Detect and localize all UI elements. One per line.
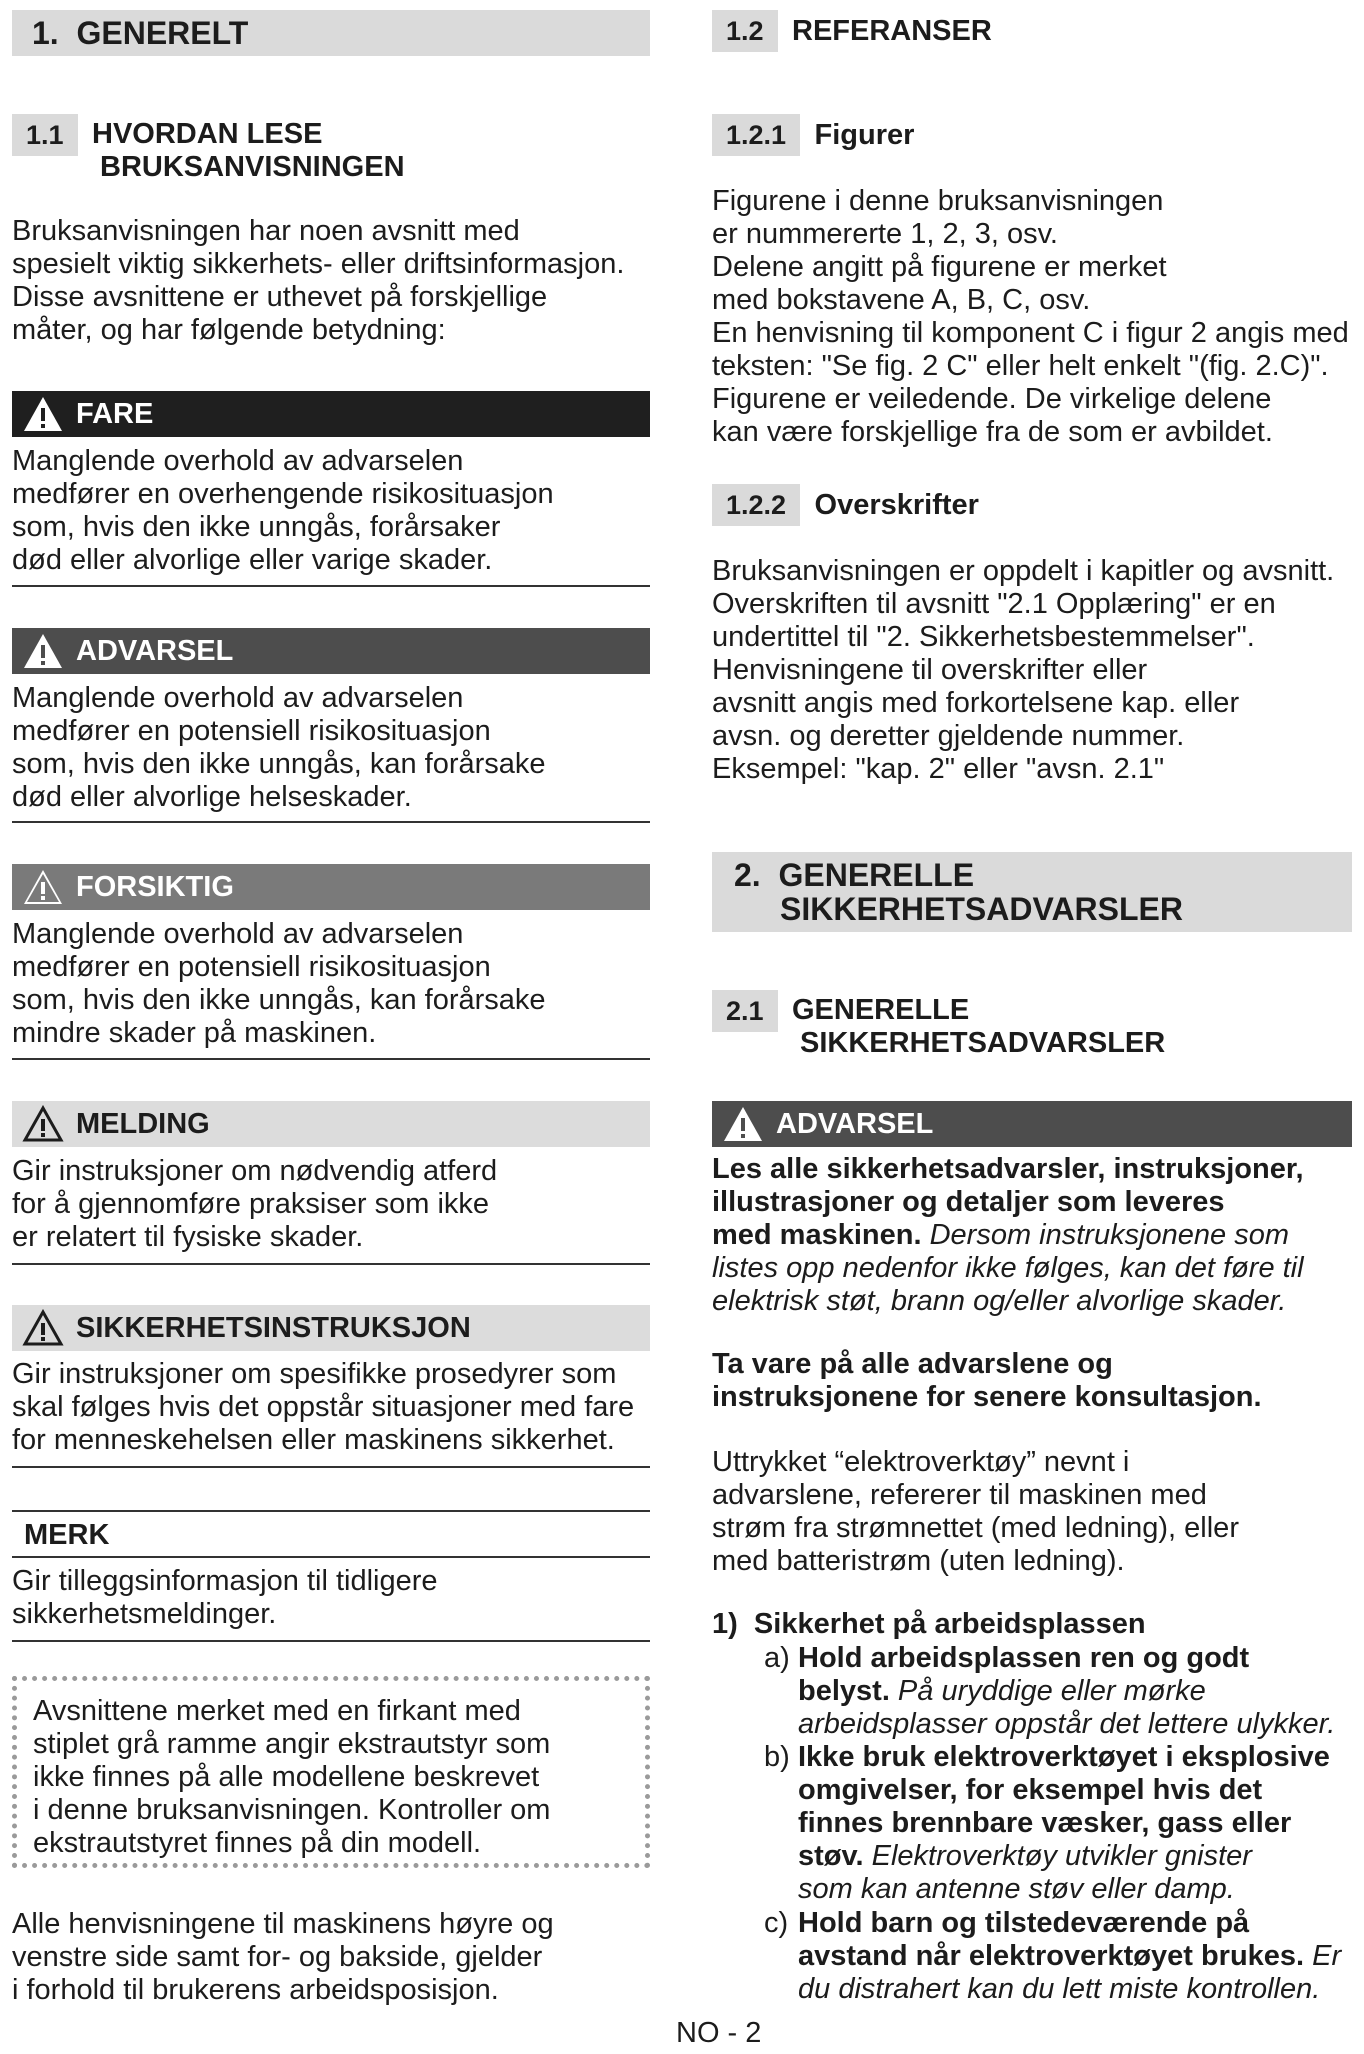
section-title: Figurer [814, 119, 915, 151]
advarsel-paragraph [712, 1153, 1304, 1318]
text-line: i denne bruksanvisningen. Kontroller om [33, 1794, 551, 1826]
advarsel-label: ADVARSEL [76, 635, 234, 667]
warning-triangle-icon [22, 632, 64, 670]
list-item-a [764, 1642, 1352, 1741]
text-line: er relatert til fysiske skader. [12, 1221, 364, 1253]
text-line: kan være forskjellige fra de som er avbildet. [712, 416, 1273, 448]
section-number: 2.1 [712, 990, 778, 1032]
subsection-1-heading [712, 1608, 1146, 1641]
text-line: medfører en potensiell risikosituasjon [12, 951, 491, 983]
fare-text [12, 445, 554, 577]
text-line: stiplet grå ramme angir ekstrautstyr som [33, 1728, 551, 1760]
warning-triangle-icon [22, 868, 64, 906]
merk-text [12, 1565, 438, 1631]
section-1-2-1-heading [712, 114, 914, 156]
text-line: som, hvis den ikke unngås, kan forårsake [12, 984, 546, 1016]
text-line: Manglende overhold av advarselen [12, 445, 464, 477]
text-line: Henvisningene til overskrifter eller [712, 654, 1148, 686]
text-span: belyst. [798, 1675, 890, 1707]
section-title [792, 994, 1165, 1060]
text-line: Hold barn og tilstedeværende på [798, 1907, 1250, 1939]
text-line: som, hvis den ikke unngås, forårsaker [12, 511, 501, 543]
page-number: NO - 2 [676, 2017, 762, 2049]
text-line: Delene angitt på figurene er merket [712, 251, 1167, 283]
forsiktig-text [12, 918, 546, 1050]
melding-bar [12, 1101, 650, 1147]
text-line: Ikke bruk elektroverktøyet i eksplosive [798, 1741, 1330, 1773]
text-line: instruksjonene for senere konsultasjon. [712, 1381, 1262, 1413]
text-line: Gir instruksjoner om spesifikke prosedyrer som [12, 1358, 617, 1390]
text-line: listes opp nedenfor ikke følges, kan det føre til [712, 1252, 1304, 1284]
text-line: ekstrautstyret finnes på din modell. [33, 1827, 482, 1859]
text-span: Elektroverktøy utvikler gnister [863, 1840, 1252, 1872]
subsection-number: 1) [712, 1608, 738, 1640]
text-line: for å gjennomføre praksiser som ikke [12, 1188, 490, 1220]
text-line: som kan antenne støv eller damp. [798, 1873, 1235, 1905]
text-line: avsn. og deretter gjeldende nummer. [712, 720, 1185, 752]
chapter-title-line: GENERELLE [778, 857, 975, 893]
intro-paragraph [12, 215, 624, 347]
warning-triangle-icon [22, 395, 64, 433]
merk-label: MERK [24, 1519, 110, 1551]
text-line: død eller alvorlige eller varige skader. [12, 544, 493, 576]
sikkerhetsinstruksjon-bar [12, 1305, 650, 1351]
text-line: medfører en overhengende risikosituasjon [12, 478, 554, 510]
chapter-2-heading [712, 852, 1352, 932]
section-2-1-heading [712, 990, 1165, 1060]
divider [12, 1263, 650, 1265]
overskrifter-paragraph [712, 555, 1334, 786]
text-line: venstre side samt for- og bakside, gjelder [12, 1941, 543, 1973]
text-line: Disse avsnittene er uthevet på forskjellige [12, 281, 548, 313]
text-line: Manglende overhold av advarselen [12, 682, 464, 714]
text-line: Les alle sikkerhetsadvarsler, instruksjoner, [712, 1153, 1304, 1185]
list-item-text [798, 1642, 1335, 1741]
chapter-1-heading [12, 10, 650, 56]
list-item-text [798, 1907, 1341, 2006]
section-1-2-heading [712, 10, 992, 52]
text-span: støv. [798, 1840, 864, 1872]
text-span: Dersom instruksjonene som [921, 1219, 1290, 1251]
text-line: måter, og har følgende betydning: [12, 314, 446, 346]
divider [12, 1510, 650, 1512]
text-line: død eller alvorlige helseskader. [12, 781, 412, 813]
divider [12, 1640, 650, 1642]
text-line: elektrisk støt, brann og/eller alvorlige skader. [712, 1285, 1287, 1317]
section-title: REFERANSER [792, 15, 992, 47]
divider [12, 1556, 650, 1558]
section-1-1-heading [12, 114, 650, 184]
figurer-paragraph [712, 185, 1349, 449]
chapter-title: GENERELT [76, 15, 249, 51]
section-title-line: HVORDAN LESE [92, 118, 323, 150]
text-line: i forhold til brukerens arbeidsposisjon. [12, 1974, 499, 2006]
text-line: sikkerhetsmeldinger. [12, 1598, 277, 1630]
warning-triangle-icon [22, 1309, 64, 1347]
text-line: Gir instruksjoner om nødvendig atferd [12, 1155, 498, 1187]
text-line: Eksempel: "kap. 2" eller "avsn. 2.1" [712, 753, 1165, 785]
text-line: Uttrykket “elektroverktøy” nevnt i [712, 1446, 1130, 1478]
text-line: med bokstavene A, B, C, osv. [712, 284, 1091, 316]
text-line: for menneskehelsen eller maskinens sikkerhet. [12, 1424, 615, 1456]
forsiktig-label: FORSIKTIG [76, 871, 234, 903]
text-line: Overskriften til avsnitt "2.1 Opplæring" er en [712, 588, 1276, 620]
text-span: med maskinen. [712, 1219, 922, 1251]
section-1-2-2-heading [712, 484, 979, 526]
section-number: 1.2 [712, 10, 778, 52]
list-item-c [764, 1907, 1352, 2006]
text-line: Figurene i denne bruksanvisningen [712, 185, 1164, 217]
warning-triangle-icon [722, 1105, 764, 1143]
warning-triangle-icon [22, 1105, 64, 1143]
divider [12, 1466, 650, 1468]
divider [12, 585, 650, 587]
text-line: undertittel til "2. Sikkerhetsbestemmelser". [712, 621, 1255, 653]
text-line: Ta vare på alle advarslene og [712, 1348, 1113, 1380]
text-line: avsnitt angis med forkortelsene kap. eller [712, 687, 1240, 719]
text-line: advarslene, refererer til maskinen med [712, 1479, 1207, 1511]
text-line: med batteristrøm (uten ledning). [712, 1545, 1125, 1577]
text-line: strøm fra strømnettet (med ledning), eller [712, 1512, 1239, 1544]
text-line: du distrahert kan du lett miste kontrollen. [798, 1973, 1321, 2005]
text-line: mindre skader på maskinen. [12, 1017, 377, 1049]
list-marker: c) [764, 1907, 789, 1939]
section-title-line: SIKKERHETSADVARSLER [800, 1027, 1166, 1059]
melding-text [12, 1155, 497, 1254]
section-number: 1.2.1 [712, 114, 800, 156]
advarsel-text [12, 682, 546, 814]
text-span: På uryddige eller mørke [889, 1675, 1206, 1707]
section-title-line: GENERELLE [792, 994, 970, 1026]
text-line: Manglende overhold av advarselen [12, 918, 464, 950]
section-title [92, 118, 405, 184]
text-line: Alle henvisningene til maskinens høyre og [12, 1908, 554, 1940]
text-line: Figurene er veiledende. De virkelige delene [712, 383, 1272, 415]
fare-label: FARE [76, 398, 154, 430]
advarsel-bar [12, 628, 650, 674]
chapter-number: 2. [734, 857, 761, 893]
advarsel-bar [712, 1101, 1352, 1147]
text-span: avstand når elektroverktøyet brukes. [798, 1940, 1305, 1972]
divider [12, 821, 650, 823]
text-line: En henvisning til komponent C i figur 2 angis med [712, 317, 1349, 349]
keep-instructions [712, 1348, 1262, 1414]
text-line: Gir tilleggsinformasjon til tidligere [12, 1565, 438, 1597]
text-line: Bruksanvisningen er oppdelt i kapitler og avsnitt. [712, 555, 1335, 587]
sikkerhetsinstruksjon-label: SIKKERHETSINSTRUKSJON [76, 1312, 471, 1344]
list-marker: a) [764, 1642, 790, 1674]
text-line: Bruksanvisningen har noen avsnitt med [12, 215, 520, 247]
section-number: 1.2.2 [712, 484, 800, 526]
section-title-line: BRUKSANVISNINGEN [100, 151, 405, 183]
uttrykk-paragraph [712, 1446, 1239, 1578]
melding-label: MELDING [76, 1108, 210, 1140]
divider [12, 1058, 650, 1060]
section-title: Overskrifter [814, 489, 979, 521]
text-line: spesielt viktig sikkerhets- eller driftsinformasjon. [12, 248, 625, 280]
closing-paragraph [12, 1908, 554, 2007]
chapter-title-line: SIKKERHETSADVARSLER [780, 891, 1183, 927]
text-span: Er [1304, 1940, 1342, 1972]
text-line: teksten: "Se fig. 2 C" eller helt enkelt "(fig. 2.C)". [712, 350, 1329, 382]
subsection-title: Sikkerhet på arbeidsplassen [753, 1608, 1146, 1640]
text-line: Avsnittene merket med en firkant med [33, 1695, 521, 1727]
optional-equipment-box [12, 1676, 650, 1868]
text-line: er nummererte 1, 2, 3, osv. [712, 218, 1058, 250]
sikkerhetsinstruksjon-text [12, 1358, 634, 1457]
list-item-b [764, 1741, 1352, 1906]
list-item-text [798, 1741, 1330, 1906]
text-line: illustrasjoner og detaljer som leveres [712, 1186, 1225, 1218]
list-marker: b) [764, 1741, 790, 1773]
text-line: som, hvis den ikke unngås, kan forårsake [12, 748, 546, 780]
text-line: skal følges hvis det oppstår situasjoner med fare [12, 1391, 635, 1423]
chapter-number: 1. [32, 15, 59, 51]
text-line: ikke finnes på alle modellene beskrevet [33, 1761, 540, 1793]
forsiktig-bar [12, 864, 650, 910]
text-line: omgivelser, for eksempel hvis det [798, 1774, 1263, 1806]
text-line: medfører en potensiell risikosituasjon [12, 715, 491, 747]
text-line: arbeidsplasser oppstår det lettere ulykker. [798, 1708, 1336, 1740]
fare-bar [12, 391, 650, 437]
text-line: Hold arbeidsplassen ren og godt [798, 1642, 1250, 1674]
advarsel-label: ADVARSEL [776, 1108, 934, 1140]
section-number: 1.1 [12, 114, 78, 156]
text-line: finnes brennbare væsker, gass eller [798, 1807, 1292, 1839]
